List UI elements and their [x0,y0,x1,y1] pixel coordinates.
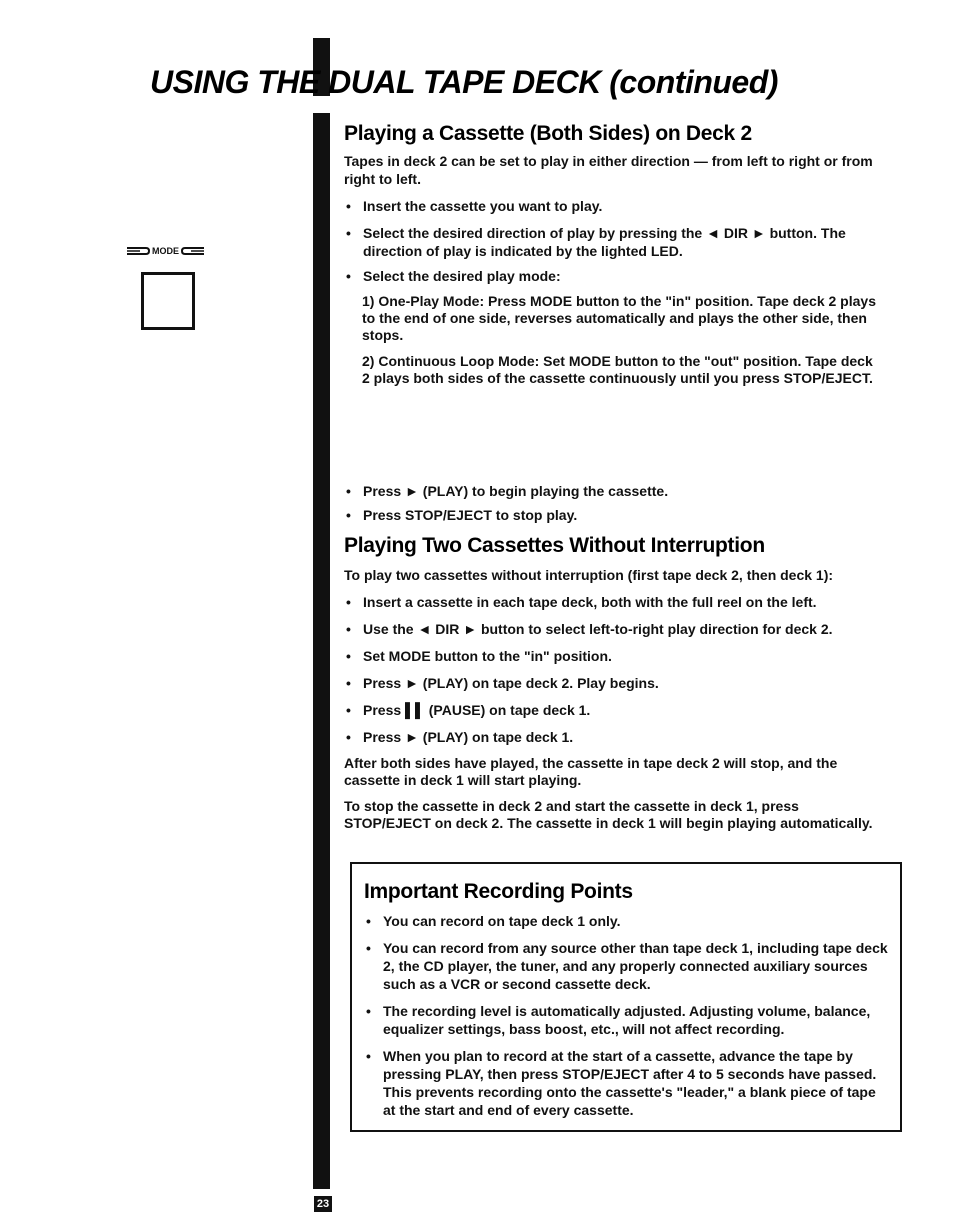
list-item: • Select the desired play mode: [344,267,884,285]
mode-label: MODE [152,246,179,256]
mode-button-square [141,272,195,330]
play-mode-item: 2) Continuous Loop Mode: Set MODE button to the "out" position. Tape deck 2 plays both sides of the cassette continuously until you press STOP/EJECT. [362,353,873,386]
list-item: • Insert a cassette in each tape deck, both with the full reel on the left. [344,593,884,611]
list-item: • The recording level is automatically adjusted. Adjusting volume, balance, equalizer settings, bass boost, etc., will not affect recording. [364,1002,890,1038]
list-item: • Insert the cassette you want to play. [344,197,884,215]
section-heading: Playing Two Cassettes Without Interruption [344,534,765,557]
section-heading: Playing a Cassette (Both Sides) on Deck 2 [344,122,752,145]
cassette-right-icon [181,246,205,256]
box-heading: Important Recording Points [364,880,633,903]
play-mode-list [362,293,884,387]
paragraph: To stop the cassette in deck 2 and start the cassette in deck 1, press STOP/EJECT on deck 2. The cassette in deck 1 will begin playing automatically. [344,798,873,831]
section-intro: To play two cassettes without interruption (first tape deck 2, then deck 1): [344,567,834,583]
page-title: USING THE DUAL TAPE DECK (continued) [150,64,778,100]
list-item: • Press STOP/EJECT to stop play. [344,506,884,524]
paragraph: After both sides have played, the cassette in tape deck 2 will stop, and the cassette in deck 1 will start playing. [344,755,838,788]
list-item: • Use the ◄ DIR ► button to select left-to-right play direction for deck 2. [344,620,884,638]
step-list [344,482,884,524]
list-item: • Press ► (PLAY) on tape deck 2. Play begins. [344,674,884,692]
list-item: • Set MODE button to the "in" position. [344,647,884,665]
section-intro: Tapes in deck 2 can be set to play in either direction — from left to right or from right to left. [344,153,873,187]
list-item: • When you plan to record at the start of a cassette, advance the tape by pressing PLAY, then press STOP/EJECT after 4 to 5 seconds have passed. This prevents recording onto the cassette's "leader," a blank piece of tape at the start and end of every cassette. [364,1047,890,1119]
mode-button-illustration [126,246,205,256]
list-item: • Select the desired direction of play by pressing the ◄ DIR ► button. The direction of play is indicated by the lighted LED. [344,224,884,260]
list-item: • Press ► (PLAY) on tape deck 1. [344,728,884,746]
section-two-cassettes [344,534,884,832]
recording-points-list [364,912,890,1119]
important-recording-box [350,862,902,1132]
cassette-left-icon [126,246,150,256]
vertical-divider-bar [313,113,330,1189]
page-number: 23 [314,1196,332,1212]
section-playing-both-sides [344,122,884,387]
list-item: • You can record from any source other than tape deck 1, including tape deck 2, the CD player, the tuner, and any properly connected auxiliary sources such as a VCR or second cassette deck. [364,939,890,993]
step-list [344,593,884,746]
play-mode-item: 1) One-Play Mode: Press MODE button to the "in" position. Tape deck 2 plays to the end of one side, reverses automatically and plays the other side, then stops. [362,293,876,343]
list-item: • Press ► (PLAY) to begin playing the cassette. [344,482,884,500]
step-list [344,197,884,285]
list-item: • Press ▌▌ (PAUSE) on tape deck 1. [344,701,884,719]
play-stop-steps [344,482,884,524]
list-item: • You can record on tape deck 1 only. [364,912,890,930]
